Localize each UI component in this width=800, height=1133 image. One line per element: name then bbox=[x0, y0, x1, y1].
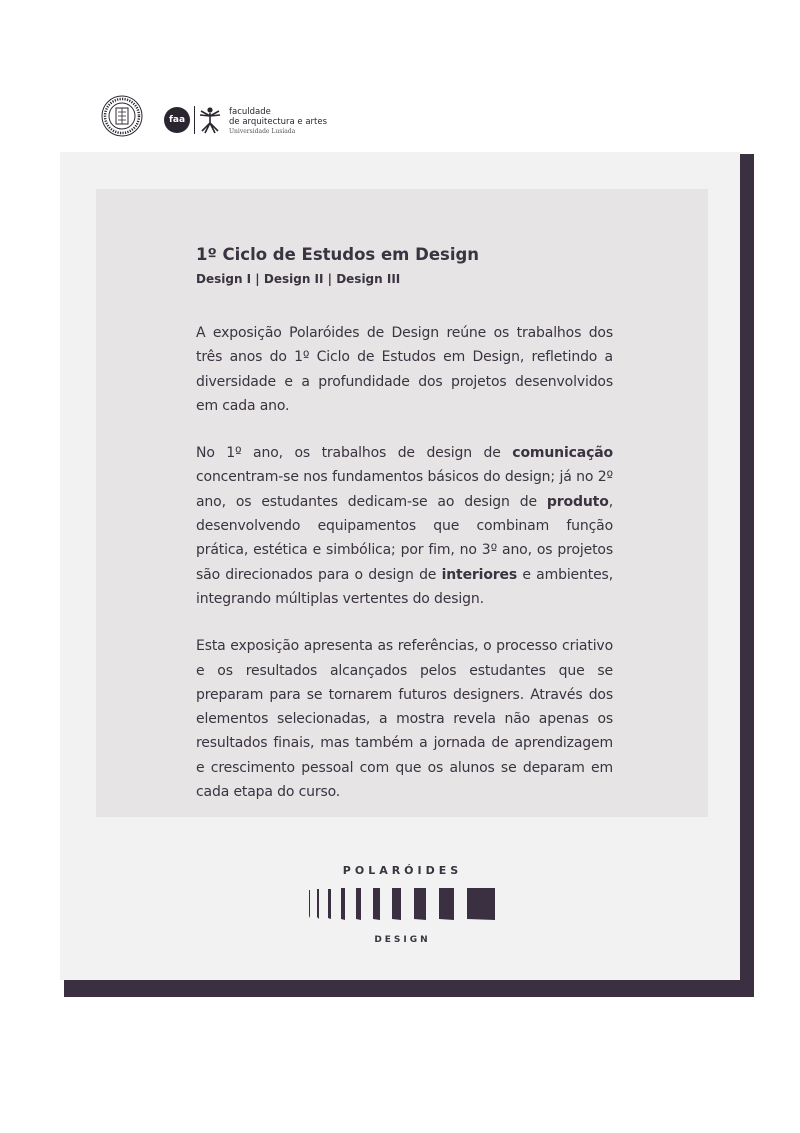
p2-bold-interiores: interiores bbox=[441, 566, 518, 583]
p2-text-a: No 1º ano, os trabalhos de design de bbox=[196, 445, 513, 462]
faa-line-1: faculdade bbox=[229, 107, 271, 117]
paragraph-exhibition: Esta exposição apresenta as referências, o processo criativo e os resultados alcançados pelos estudantes que se preparam para se tornarem futuros designers. Através dos elementos selecionadas, a mostra revela não apenas os resultados finais, mas também a jornada de aprendizagem e crescimento pessoal com que os alunos se deparam em cada etapa do curso. bbox=[196, 638, 613, 801]
logo-divider bbox=[194, 106, 195, 134]
panel-content bbox=[196, 245, 613, 804]
p2-bold-produto: produto bbox=[546, 493, 609, 510]
polaroides-bars-logo bbox=[306, 886, 498, 922]
faa-name bbox=[229, 107, 327, 137]
p2-bold-comunicacao: comunicação bbox=[512, 445, 613, 462]
university-seal-icon bbox=[101, 95, 143, 137]
p2-text-c: concentram-se nos fundamentos básicos do design; já no 2º ano, os estudantes dedicam-se ao design de bbox=[196, 469, 613, 510]
faa-line-2: de arquitectura e artes bbox=[229, 117, 328, 127]
frame-shadow-bottom bbox=[64, 980, 754, 997]
frame-shadow-right bbox=[740, 154, 754, 997]
faa-university: Universidade Lusíada bbox=[229, 128, 296, 135]
p2-text-d: , desenvolvendo equipamentos que combinam função prática, estética e simbólica; por fim, no 3º ano, os projetos são direcionados para o design de bbox=[196, 493, 613, 583]
vitruvian-man-icon bbox=[198, 106, 222, 134]
paragraph-years bbox=[196, 441, 613, 611]
p2-text-e: e ambientes, integrando múltiplas vertentes do design. bbox=[196, 566, 613, 607]
paragraph-intro: A exposição Polaróides de Design reúne os trabalhos dos três anos do 1º Ciclo de Estudos em Design, refletindo a diversidade e a profundidade dos projetos desenvolvidos em cada ano. bbox=[196, 325, 613, 414]
brand-wordmark-top: POLARÓIDES bbox=[342, 864, 463, 877]
page-subtitle: Design I | Design II | Design III bbox=[196, 272, 401, 286]
brand-wordmark-bottom: DESIGN bbox=[374, 935, 431, 945]
page-title: 1º Ciclo de Estudos em Design bbox=[196, 245, 480, 264]
faa-logo-badge bbox=[164, 107, 190, 133]
faa-abbrev: faa bbox=[168, 115, 186, 125]
